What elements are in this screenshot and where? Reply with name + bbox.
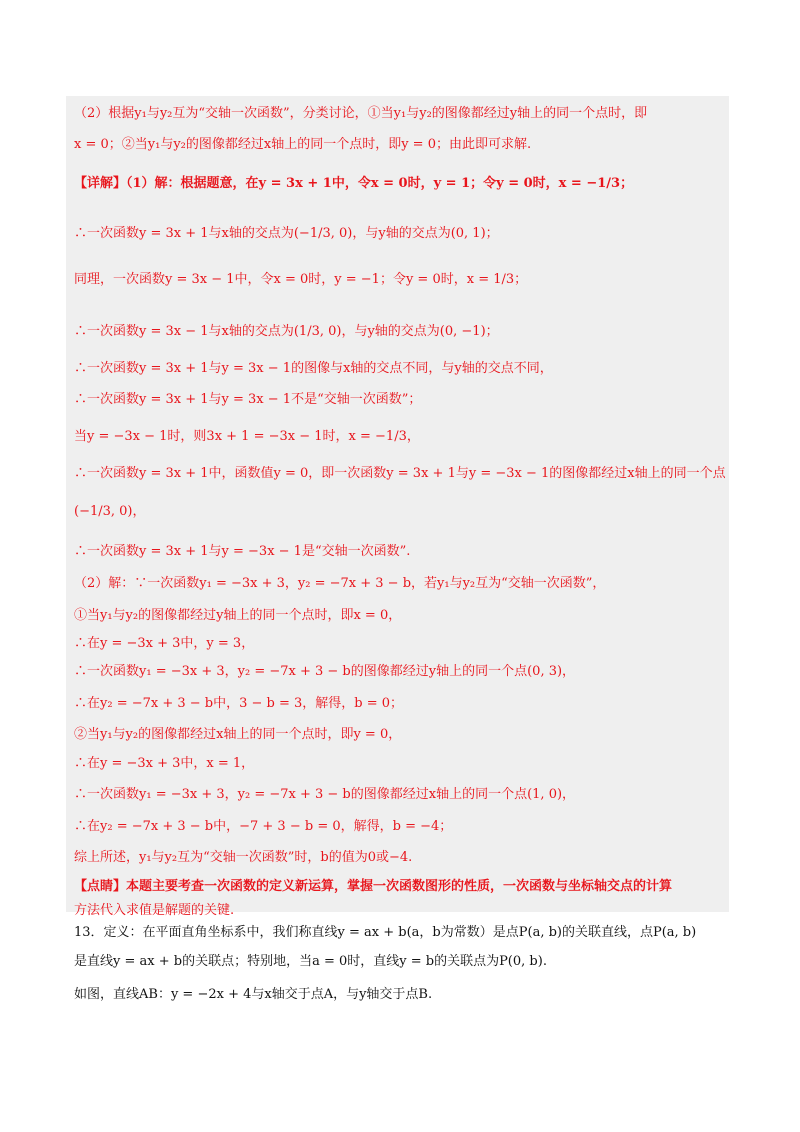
solution-line: 综上所述，y₁与y₂互为“交轴一次函数”时，b的值为0或−4. <box>74 850 413 865</box>
solution-line: ∴在y = −3x + 3中，x = 1， <box>74 756 255 771</box>
solution-line: ∴一次函数y = 3x + 1与y = 3x − 1的图像与x轴的交点不同，与y轴的交点不同， <box>74 361 553 376</box>
problem13-line: 13．定义：在平面直角坐标系中，我们称直线y = ax + b(a，b为常数）是点P(a, b)的关联直线，点P(a, b) <box>74 925 697 940</box>
solution-line: (−1/3, 0)， <box>74 504 146 519</box>
solution-line: ∴一次函数y = 3x − 1与x轴的交点为(1/3, 0)，与y轴的交点为(0, −1)； <box>74 324 499 339</box>
solution-line: ①当y₁与y₂的图像都经过y轴上的同一个点时，即x = 0， <box>74 608 402 623</box>
solution-line: ∴一次函数y₁ = −3x + 3，y₂ = −7x + 3 − b的图像都经过y轴上的同一个点(0, 3)， <box>74 664 576 679</box>
solution-line: ∴在y = −3x + 3中，y = 3， <box>74 636 255 651</box>
solution-line: 【点睛】本题主要考查一次函数的定义新运算，掌握一次函数图形的性质，一次函数与坐标轴交点的计算 <box>74 879 673 894</box>
solution-line: ∴一次函数y = 3x + 1中，函数值y = 0，即一次函数y = 3x + 1与y = −3x − 1的图像都经过x轴上的同一个点 <box>74 466 726 481</box>
problem13-line: 如图，直线AB：y = −2x + 4与x轴交于点A，与y轴交于点B. <box>74 987 433 1002</box>
solution-line: ∴在y₂ = −7x + 3 − b中，3 − b = 3，解得，b = 0； <box>74 696 404 711</box>
solution-line: （2）解：∵一次函数y₁ = −3x + 3，y₂ = −7x + 3 − b，若y₁与y₂互为“交轴一次函数”， <box>74 576 606 591</box>
solution-line: x = 0；②当y₁与y₂的图像都经过x轴上的同一个点时，即y = 0；由此即可求解. <box>74 137 532 152</box>
solution-line: ∴一次函数y = 3x + 1与y = −3x − 1是“交轴一次函数”. <box>74 544 411 559</box>
solution-line: （2）根据y₁与y₂互为“交轴一次函数”，分类讨论，①当y₁与y₂的图像都经过y轴上的同一个点时，即 <box>74 106 648 121</box>
problem13-line: 是直线y = ax + b的关联点；特别地，当a = 0时，直线y = b的关联点为P(0, b). <box>74 954 547 969</box>
solution-line: ∴一次函数y = 3x + 1与x轴的交点为(−1/3, 0)，与y轴的交点为(0, 1)； <box>74 226 499 241</box>
solution-line: 当y = −3x − 1时，则3x + 1 = −3x − 1时，x = −1/3， <box>74 429 420 444</box>
solution-line: 同理，一次函数y = 3x − 1中，令x = 0时，y = −1；令y = 0时，x = 1/3； <box>74 272 528 287</box>
solution-line: ∴一次函数y = 3x + 1与y = 3x − 1不是“交轴一次函数”； <box>74 392 422 407</box>
solution-line: 【详解】（1）解：根据题意，在y = 3x + 1中，令x = 0时，y = 1；令y = 0时，x = −1/3； <box>74 176 634 191</box>
solution-line: ∴在y₂ = −7x + 3 − b中，−7 + 3 − b = 0，解得，b = −4； <box>74 819 453 834</box>
solution-line: ②当y₁与y₂的图像都经过x轴上的同一个点时，即y = 0， <box>74 727 402 742</box>
solution-line: ∴一次函数y₁ = −3x + 3，y₂ = −7x + 3 − b的图像都经过x轴上的同一个点(1, 0)， <box>74 787 576 802</box>
solution-line: 方法代入求值是解题的关键. <box>74 903 235 918</box>
